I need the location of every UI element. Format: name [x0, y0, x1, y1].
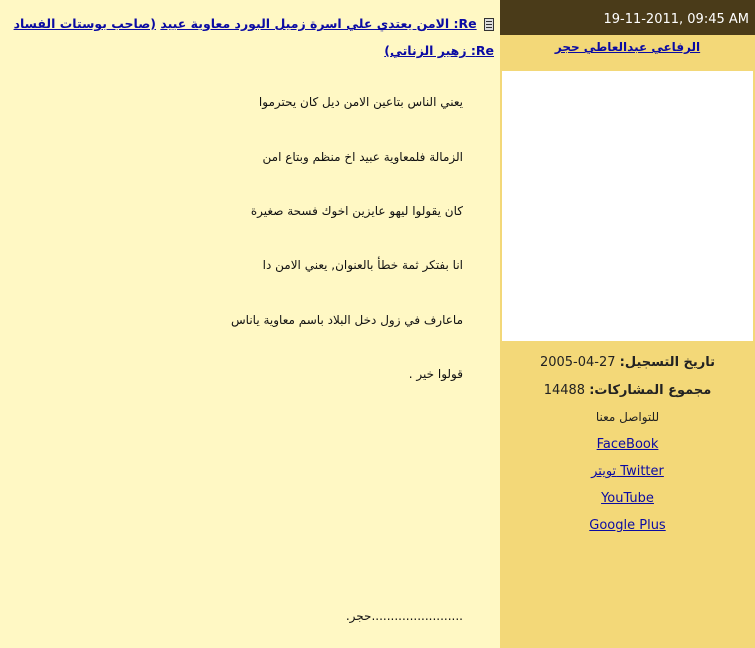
facebook-link[interactable]: FaceBook — [596, 437, 659, 452]
post-line: الزمالة فلمعاوية عبيد اخ منظم وبتاع امن — [262, 150, 463, 164]
post-signature: ........................حجر. — [345, 609, 463, 623]
youtube-link[interactable]: YouTube — [601, 491, 654, 506]
author-link[interactable]: الرفاعي عبدالعاطي حجر — [554, 40, 701, 54]
title-quote-text[interactable]: : زهير الزناتي) — [384, 43, 476, 58]
post-line: ماعارف في زول دخل البلاد باسم معاوية ياناس — [231, 313, 463, 327]
posts-info — [500, 383, 755, 398]
post-line: قولوا خير . — [408, 367, 463, 381]
document-icon — [484, 18, 494, 31]
registration-label: تاريخ التسجيل: — [619, 355, 716, 370]
title-re[interactable]: Re — [458, 16, 477, 31]
title-quote-re[interactable]: Re — [475, 43, 494, 58]
title-text[interactable]: : الامن يعتدي علي اسرة زميل البورد معاوية عبيد — [160, 16, 459, 31]
post-date: 19-11-2011, 09:45 AM — [603, 12, 749, 27]
title-link[interactable]: (صاحب بوستات الفساد — [13, 16, 156, 31]
post-line: كان يقولوا ليهو عايزين اخوك فسحة صغيرة — [250, 204, 463, 218]
avatar — [502, 71, 753, 341]
post-line: يعني الناس بتاعين الامن ديل كان يحترموا — [258, 95, 463, 109]
post-content — [0, 35, 500, 648]
header-right — [500, 0, 755, 35]
registration-date: 27-04-2005 — [539, 355, 616, 370]
post-line: انا بفتكر ثمة خطأ بالعنوان, يعني الامن دا — [262, 258, 463, 272]
posts-count: 14488 — [543, 383, 586, 398]
twitter-link[interactable]: تويتر Twitter — [591, 464, 664, 479]
user-sidebar — [500, 35, 755, 648]
registration-info — [500, 355, 755, 370]
google-plus-link[interactable]: Google Plus — [589, 518, 666, 533]
posts-label: مجموع المشاركات: — [589, 383, 712, 398]
contact-label: للتواصل معنا — [595, 410, 660, 424]
